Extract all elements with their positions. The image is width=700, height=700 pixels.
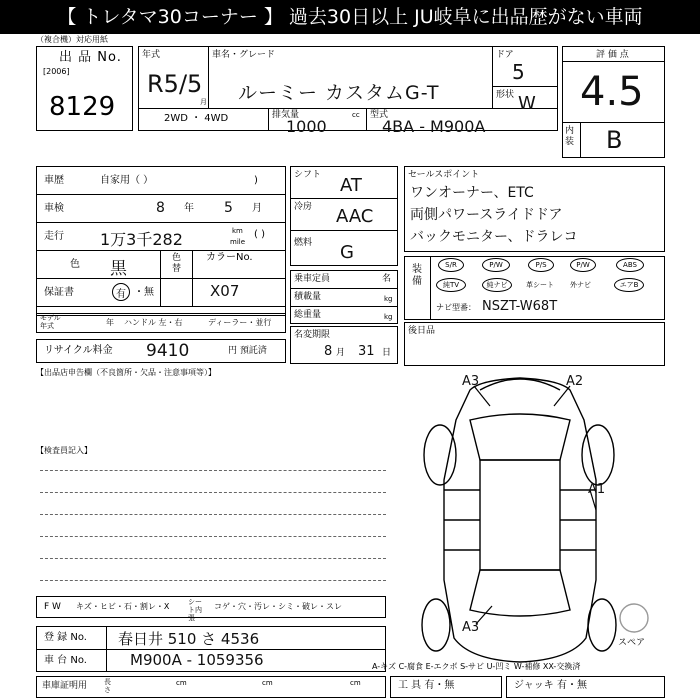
lot-label: 出 品 No. [59,50,122,65]
history-options: 自家用（ ） [100,175,154,186]
registration-label: 登 録 No. [44,632,87,643]
interior-label: 内装 [565,126,575,147]
inspector-label: 【検査員記入】 [36,446,92,455]
reg-deadline-label: 名変期限 [294,330,331,340]
inspection-year-unit: 年 [184,203,194,214]
reg-deadline-month: 8 [324,344,333,359]
later-attach-label: 後日品 [408,326,436,336]
shift-label: シフト [294,170,322,180]
lot-box [36,46,133,131]
model-type-label: 型式 [370,110,389,120]
declaration-label: 【出品店申告欄（不良箇所・欠品・注意事項等）】 [36,368,216,377]
color-no-value: X07 [210,282,240,300]
garage-label: 車庫証明用 [42,681,88,691]
warranty-no: 無 [144,287,154,298]
equip-ext-navi: 外ナビ [570,281,591,289]
diagram-a1: A1 [588,482,606,497]
year-value: R5/5 [147,70,203,98]
garage-long: 長さ [104,678,111,694]
garage-cm2: cm [262,679,273,687]
model-year-handle: ハンドル 左・右 [124,318,183,327]
equip-abs: ABS [616,258,644,272]
aircon-label: 冷房 [294,202,313,212]
shift-value: AT [340,175,362,196]
year-month-unit: 月 [200,98,207,106]
sales-points-label: セールスポイント [408,170,480,180]
aircon-value: AAC [336,206,374,227]
model-name-label: 車名・グレード [212,50,276,60]
banner: 【 トレタマ30コーナー 】 過去30日以上 JU岐阜に出品歴がない車両 [0,0,700,34]
mileage-value: 1万3千282 [100,230,183,249]
gross-unit: kg [384,313,393,321]
mileage-unit-km: km [232,227,243,235]
inspection-year: 8 [156,200,165,216]
fuel-label: 燃料 [294,238,313,248]
load-label: 積載量 [294,292,322,302]
model-year-dealer: ディーラー・並行 [208,318,272,327]
doors-value: 5 [512,60,525,84]
load-unit: kg [384,295,393,303]
recycle-unit: 円 預託済 [228,346,267,356]
displacement-label: 排気量 [272,110,300,120]
fuel-value: G [340,242,354,263]
year-label: 年式 [142,50,161,60]
navi-value: NSZT-W68T [482,299,558,314]
chassis-value: M900A - 1059356 [130,651,264,669]
mileage-unit-mile: mile [230,238,246,246]
reg-deadline-day: 31 [358,344,375,359]
shape-label: 形状 [496,90,515,100]
color-no-label: カラーNo. [206,252,253,263]
garage-cm1: cm [176,679,187,687]
score-label: 評 価 点 [596,50,629,60]
model-type-value: 4BA - M900A [382,117,486,136]
inspection-month: 5 [224,200,233,216]
tools-label: 工 具 有・無 [398,680,455,691]
displacement-value: 1000 [286,117,327,136]
chassis-label: 車 台 No. [44,655,87,666]
history-end: ) [254,175,258,186]
model-year-label: モデル年式 [40,314,61,330]
shape-value: W [518,93,536,114]
lot-prefix: [2006] [43,67,70,76]
inspection-month-unit: 月 [252,203,262,214]
color-change-label: 色替 [172,253,182,274]
diagram-a3-right: A2 [566,374,584,389]
reg-deadline-month-unit: 月 [336,348,346,358]
garage-cm3: cm [350,679,361,687]
inspection-label: 車検 [44,203,64,214]
equip-airbag: エアB [614,278,644,292]
recycle-label: リサイクル料金 [44,345,113,356]
equip-tv: 純TV [436,278,466,292]
fw-text: キズ・ヒビ・石・割レ・X [76,602,170,611]
fw-seat-label: シート内張 [188,598,202,622]
equip-navi: 純ナビ [482,278,512,292]
fw-label: F W [44,602,61,612]
later-attach-box [404,322,665,366]
warranty-label: 保証書 [44,287,74,298]
reg-deadline-day-unit: 日 [382,348,392,358]
fw-seat-text: コゲ・穴・汚レ・シミ・破レ・スレ [214,602,342,611]
spare-label: スペア [618,638,646,648]
equip-pw: P/W [482,258,510,272]
score-value: 4.5 [580,69,644,115]
doors-label: ドア [496,50,514,60]
diagram-a3-bottom: A3 [462,620,480,635]
car-diagram [400,370,662,670]
diagram-a3-left: A3 [462,374,480,389]
jack-label: ジャッキ 有・無 [514,680,587,691]
registration-value: 春日井 510 さ 4536 [118,630,260,648]
equip-leather: 革シート [526,281,554,289]
model-year-unit: 年 [106,318,114,327]
sales-point-2: 両側パワースライドドア [410,207,563,223]
capacity-unit: 名 [382,274,392,284]
sales-point-3: バックモニター、ドラレコ [410,229,578,245]
navi-label: ナビ型番： [436,303,476,312]
legend: A-キズ C-腐食 E-エクボ S-サビ U-凹ミ W-補修 XX-交換済 [372,662,581,671]
color-value: 黒 [110,259,127,279]
drive-label: 2WD ・ 4WD [164,113,229,124]
displacement-unit: cc [352,111,360,119]
equip-ps: P/S [528,258,554,272]
gross-label: 総重量 [294,310,322,320]
equip-pw2: P/W [570,258,596,272]
model-name-value: ルーミー カスタムG-T [238,82,440,104]
sales-point-1: ワンオーナー、ETC [410,185,534,201]
equipment-label: 装備 [412,264,422,287]
equip-sr: S/R [438,258,464,272]
recycle-value: 9410 [146,341,190,361]
color-label: 色 [70,259,80,270]
warranty-sep: ・ [134,287,144,298]
lot-number: 8129 [49,92,116,122]
warranty-yes: 有 [112,283,130,301]
interior-value: B [606,126,623,154]
mileage-mark: ( ) [254,229,265,240]
history-label: 車歴 [44,175,64,186]
mileage-label: 走行 [44,231,64,242]
capacity-label: 乗車定員 [294,274,331,284]
subheader: （複合機）対応用紙 [36,35,108,44]
garage-row [36,676,386,698]
